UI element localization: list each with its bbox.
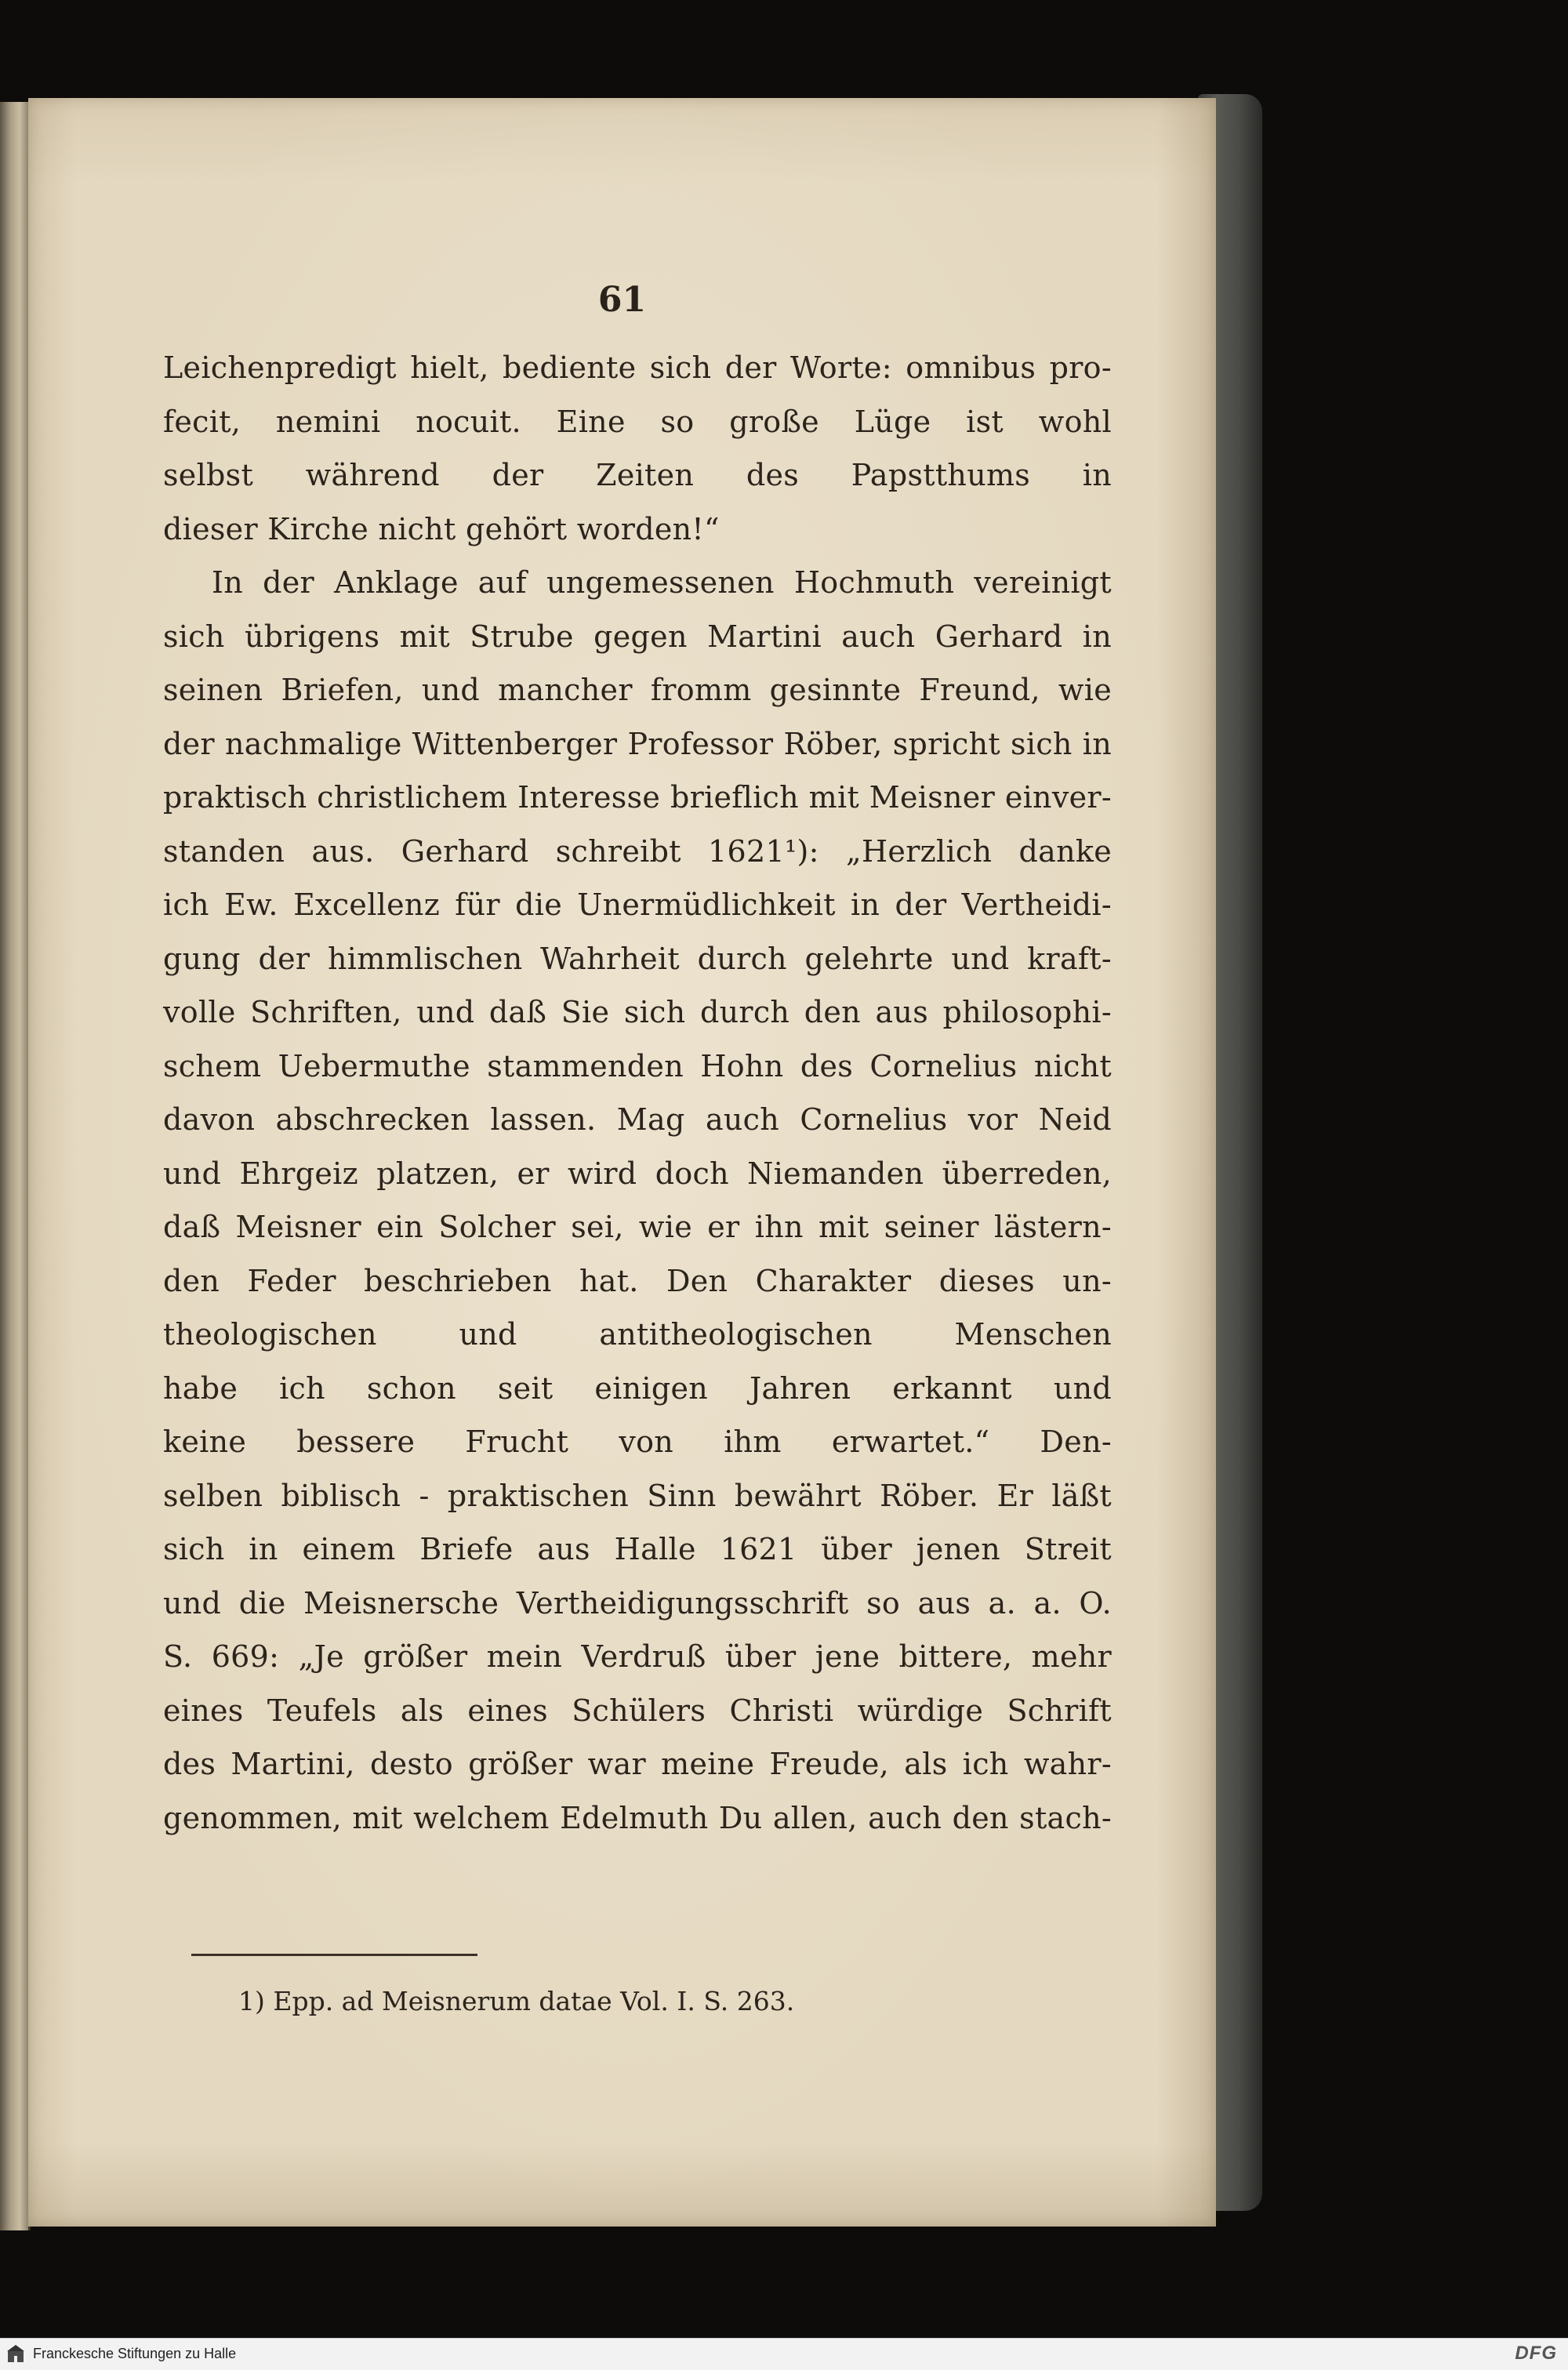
text-line: davon abschrecken lassen. Mag auch Cornelius vor Neid [163,1102,1112,1137]
text-line: ich Ew. Excellenz für die Unermüdlichkeit in der Vertheidi- [163,887,1112,922]
text-line: des Martini, desto größer war meine Freude, als ich wahr- [163,1747,1112,1781]
text-line: Leichenpredigt hielt, bediente sich der Worte: omnibus pro- [163,350,1112,385]
text-line: daß Meisner ein Solcher sei, wie er ihn mit seiner lästern- [163,1210,1112,1244]
text-line: volle Schriften, und daß Sie sich durch den aus philosophi- [163,995,1112,1029]
text-line: S. 669: „Je größer mein Verdruß über jene bittere, mehr [163,1639,1112,1674]
text-line: selbst während der Zeiten des Papstthums in [163,458,1112,492]
text-line: schem Uebermuthe stammenden Hohn des Cornelius nicht [163,1048,1112,1083]
text-line: selben biblisch - praktischen Sinn bewährt Röber. Er läßt [163,1478,1112,1513]
text-line: gung der himmlischen Wahrheit durch gelehrte und kraft- [163,941,1112,976]
text-line: seinen Briefen, und mancher fromm gesinnte Freund, wie [163,673,1112,707]
text-line: und die Meisnersche Vertheidigungsschrift so aus a. a. O. [163,1585,1112,1621]
page-number: 61 [597,280,647,320]
text-line: sich in einem Briefe aus Halle 1621 über jenen Streit [163,1532,1112,1566]
provider-bar [0,2338,1568,2370]
text-line: fecit, nemini nocuit. Eine so große Lüge ist wohl [163,404,1112,439]
text-line: dieser Kirche nicht gehört worden!“ [163,511,720,546]
body-text [163,341,1112,1845]
institution-logo-icon [6,2344,25,2365]
text-line: den Feder beschrieben hat. Den Charakter dieses un- [163,1263,1112,1298]
text-line: der nachmalige Wittenberger Professor Röber, spricht sich in [163,726,1112,761]
text-line: habe ich schon seit einigen Jahren erkannt und [163,1370,1112,1406]
text-line: genommen, mit welchem Edelmuth Du allen, auch den stach- [163,1800,1112,1835]
book-page [28,98,1216,2227]
text-line: eines Teufels als eines Schülers Christi würdige Schrift [163,1693,1112,1728]
text-line: theologischen und antitheologischen Menschen [163,1317,1112,1352]
footnote: 1) Epp. ad Meisnerum datae Vol. I. S. 263. [238,1986,795,2016]
provider-name: Franckesche Stiftungen zu Halle [33,2346,237,2361]
text-line: keine bessere Frucht von ihm erwartet.“ Den- [163,1425,1112,1459]
footnote-divider [191,1954,477,1956]
text-line: praktisch christlichem Interesse brieflich mit Meisner einver- [163,780,1112,815]
text-line: standen aus. Gerhard schreibt 1621¹): „Herzlich danke [163,833,1112,869]
text-line: In der Anklage auf ungemessenen Hochmuth vereinigt [212,565,1112,600]
left-page-edge [0,102,31,2230]
text-line: sich übrigens mit Strube gegen Martini auch Gerhard in [163,619,1112,654]
text-line: und Ehrgeiz platzen, er wird doch Niemanden überreden, [163,1156,1112,1191]
dfg-logo: DFG [1515,2343,1557,2364]
